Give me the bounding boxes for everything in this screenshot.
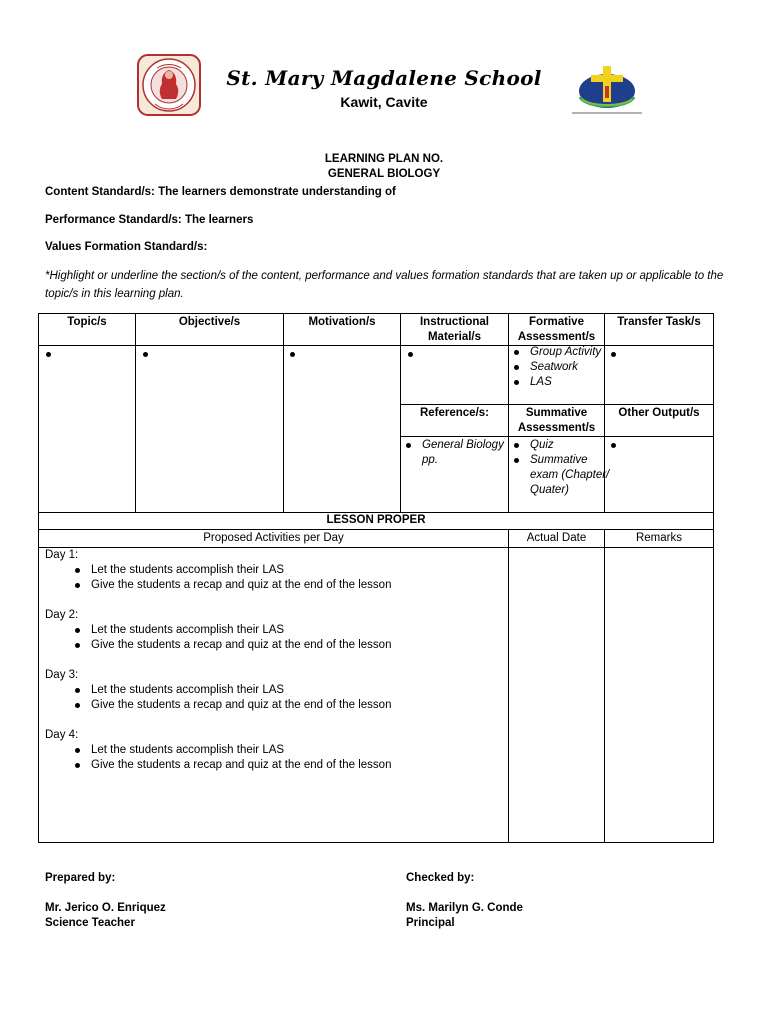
- activity-item: Let the students accomplish their LAS: [91, 563, 505, 578]
- formative-item: Group Activity: [530, 345, 620, 360]
- reference-item: General Biology pp.: [422, 438, 522, 468]
- subject-title: GENERAL BIOLOGY: [327, 168, 441, 180]
- proposed-activities-header: Proposed Activities per Day: [203, 532, 344, 544]
- activity-item: Give the students a recap and quiz at the end of the lesson: [91, 758, 505, 773]
- performance-standard: Performance Standard/s: The learners: [45, 214, 254, 226]
- checked-by-label: Checked by:: [406, 872, 475, 884]
- motivation-bullet: [290, 352, 295, 357]
- learning-plan-title: LEARNING PLAN NO.: [324, 153, 444, 165]
- day-label: Day 2:: [45, 609, 79, 621]
- header-summative-assessment: Summative Assessment/s: [517, 407, 596, 434]
- activity-item: Let the students accomplish their LAS: [91, 683, 505, 698]
- checked-by-role: Principal: [406, 917, 455, 929]
- formative-list: [508, 345, 620, 390]
- summative-item: Summative exam (Chapter/ Quater): [530, 453, 618, 498]
- standards-note: *Highlight or underline the section/s of the content, performance and values formation standards that are taken up or applicable to the topic/s in this learning plan.: [45, 270, 724, 300]
- remarks-header: Remarks: [635, 532, 682, 544]
- formative-item: Seatwork: [530, 360, 620, 375]
- instructional-bullet: [408, 352, 413, 357]
- activity-item: Give the students a recap and quiz at the end of the lesson: [91, 578, 505, 593]
- school-location: Kawit, Cavite: [340, 94, 428, 110]
- checked-by-name: Ms. Marilyn G. Conde: [406, 902, 523, 914]
- day-label: Day 4:: [45, 729, 79, 741]
- school-name: St. Mary Magdalene School: [226, 66, 542, 90]
- day-3-block: [45, 668, 505, 713]
- summative-item: Quiz: [530, 438, 618, 453]
- prepared-by-name: Mr. Jerico O. Enriquez: [45, 902, 166, 914]
- activity-item: Let the students accomplish their LAS: [91, 623, 505, 638]
- header-topics: Topic/s: [67, 316, 107, 328]
- header-instructional-material: Instructional Material/s: [419, 316, 489, 343]
- header-other-output: Other Output/s: [618, 407, 700, 419]
- header-transfer-task: Transfer Task/s: [617, 316, 701, 328]
- prepared-by-role: Science Teacher: [45, 917, 135, 929]
- lesson-proper-title: LESSON PROPER: [326, 514, 426, 526]
- actual-date-header: Actual Date: [526, 532, 587, 544]
- day-1-block: [45, 548, 505, 593]
- header-objectives: Objective/s: [178, 316, 241, 328]
- header-motivation: Motivation/s: [308, 316, 376, 328]
- content-standard: Content Standard/s: The learners demonstrate understanding of: [45, 186, 396, 198]
- day-label: Day 3:: [45, 669, 79, 681]
- formative-item: LAS: [530, 375, 620, 390]
- other-output-bullet: [611, 443, 616, 448]
- header-reference: Reference/s:: [419, 407, 490, 419]
- topic-bullet: [46, 352, 51, 357]
- header-formative-assessment: Formative Assessment/s: [517, 316, 596, 343]
- activity-item: Give the students a recap and quiz at the end of the lesson: [91, 698, 505, 713]
- activity-item: Give the students a recap and quiz at the end of the lesson: [91, 638, 505, 653]
- reference-list: [400, 438, 522, 468]
- values-standard: Values Formation Standard/s:: [45, 241, 208, 253]
- summative-list: [508, 438, 618, 498]
- day-2-block: [45, 608, 505, 653]
- day-label: Day 1:: [45, 549, 79, 561]
- activity-item: Let the students accomplish their LAS: [91, 743, 505, 758]
- objective-bullet: [143, 352, 148, 357]
- day-4-block: [45, 728, 505, 773]
- prepared-by-label: Prepared by:: [45, 872, 116, 884]
